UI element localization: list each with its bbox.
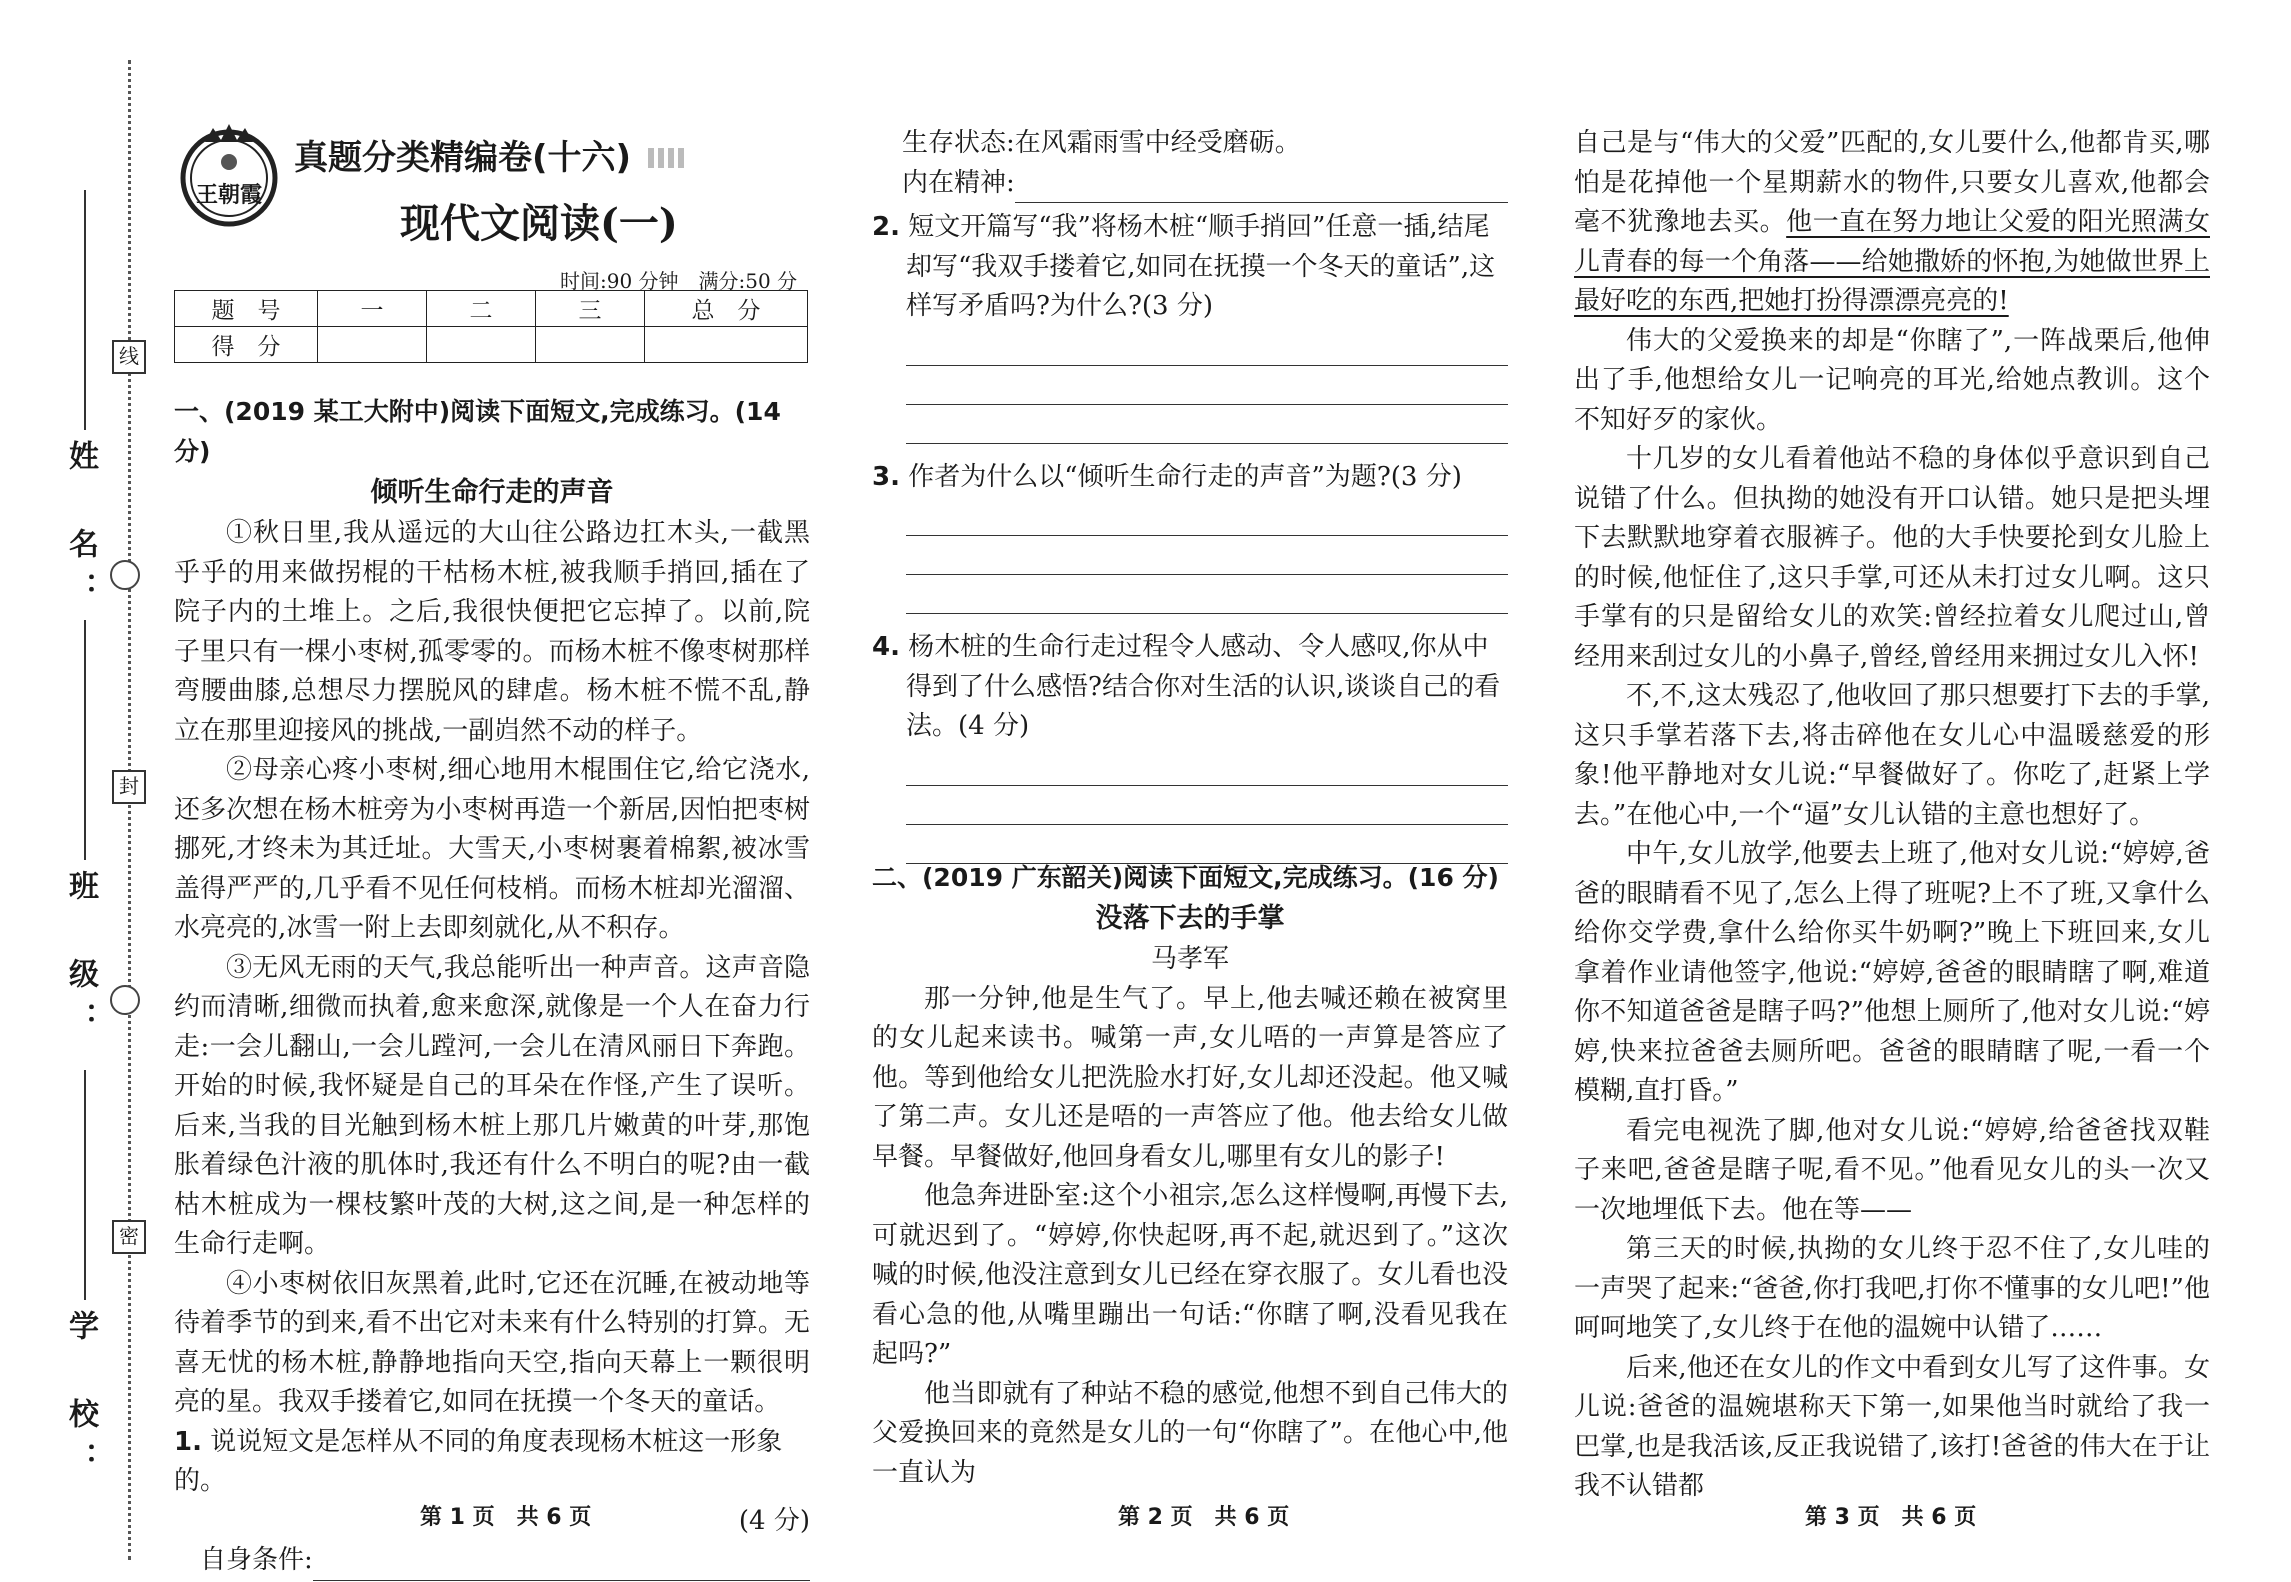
question-number: 3. (872, 461, 900, 492)
answer-lines (872, 327, 1508, 444)
section2-title: 没落下去的手掌 (1095, 903, 1285, 934)
score-header-cell: 二 (427, 291, 536, 327)
answer-line[interactable] (313, 1542, 810, 1581)
answer-line[interactable] (906, 536, 1508, 575)
section1-heading: 一、(2019 某工大附中)阅读下面短文,完成练习。(14 分) (174, 397, 781, 466)
score-cell[interactable] (427, 327, 536, 363)
time-info: 时间:90 分钟 满分:50 分 (560, 269, 798, 293)
question-text: 作者为什么以“倾听生命行走的声音”为题?(3 分) (908, 461, 1462, 492)
score-header-cell: 一 (318, 291, 427, 327)
paragraph: 看完电视洗了脚,他对女儿说:“婷婷,给爸爸找双鞋子来吧,爸爸是瞎子呢,看不见。”他看见女儿的头一次又一次地埋低下去。他在等—— (1574, 1115, 2210, 1225)
publisher-logo (175, 120, 283, 228)
answer-line[interactable] (1015, 164, 1508, 203)
fold-dotted-line (128, 60, 131, 1560)
class-input-line[interactable] (84, 620, 86, 860)
score-row-label: 得 分 (175, 327, 318, 363)
name-label: 姓 名： (63, 440, 98, 616)
question-number: 1. (174, 1426, 202, 1457)
answer-line[interactable] (906, 327, 1508, 366)
question-2 (872, 208, 1508, 327)
question-text: 杨木桩的生命行走过程令人感动、令人感叹,你从中得到了什么感悟?结合你对生活的认识,谈谈自己的看法。(4 分) (906, 632, 1501, 741)
paragraph: 不,不,这太残忍了,他收回了那只想要打下去的手掌,这只手掌若落下去,将击碎他在女儿心中温暖慈爱的形象!他平静地对女儿说:“早餐做好了。你吃了,赶紧上学去。”在他心中,一个“逼”女儿认错的主意也想好了。 (1574, 681, 2210, 830)
paragraph: 伟大的父爱换来的却是“你瞎了”,一阵战栗后,他伸出了手,他想给女儿一记响亮的耳光,给她点教训。这个不知好歹的家伙。 (1574, 325, 2210, 435)
page-footer: 第 2 页 共 6 页 (1118, 1505, 1290, 1530)
question-text: 说说短文是怎样从不同的角度表现杨木桩这一形象的。 (174, 1426, 783, 1496)
column2-body (902, 124, 1508, 203)
question-3 (872, 458, 1508, 498)
seal-mark-xian: 线 (112, 340, 146, 374)
class-label: 班 级： (63, 870, 98, 1046)
question-4 (872, 628, 1508, 747)
question-text: 短文开篇写“我”将杨木桩“顺手捎回”任意一插,结尾却写“我双手搂着它,如同在抚摸一个冬天的童话”,这样写矛盾吗?为什么?(3 分) (906, 212, 1496, 321)
answer-lines (872, 497, 1508, 614)
section2-heading: 二、(2019 广东韶关)阅读下面短文,完成练习。(16 分) (872, 863, 1499, 892)
score-cell[interactable] (536, 327, 645, 363)
section2-body (872, 858, 1508, 1493)
question-number: 4. (872, 632, 900, 662)
paragraph: 那一分钟,他是生气了。早上,他去喊还赖在被窝里的女儿起来读书。喊第一声,女儿唔的一声算是答应了他。等到他给女儿把洗脸水打好,女儿却还没起。他又喊了第二声。女儿还是唔的一声答应了他。他去给女儿做早餐。早餐做好,他回身看女儿,哪里有女儿的影子! (872, 983, 1508, 1172)
question-1 (174, 1423, 810, 1502)
answer-row (174, 1541, 810, 1581)
answer-line[interactable] (906, 786, 1508, 825)
binding-ring-icon (110, 985, 140, 1015)
school-label: 学 校： (63, 1310, 98, 1486)
name-input-line[interactable] (84, 190, 86, 430)
score-header-cell: 题 号 (175, 291, 318, 327)
logo-text: 王朝霞 (195, 182, 262, 208)
fill-line-2: 生存状态:在风霜雨雪中经受磨砺。 (902, 128, 1301, 158)
page-footer: 第 1 页 共 6 页 (420, 1505, 592, 1530)
answer-line[interactable] (906, 747, 1508, 786)
paragraph-continued (1574, 124, 2210, 322)
paragraph-text: 自己是与“伟大的父爱”匹配的,女儿要什么,他都肯买,哪怕是花掉他一个星期薪水的物件,只要女儿喜欢,他都会毫不犹豫地去买。 (1574, 128, 2210, 237)
score-cell[interactable] (645, 327, 808, 363)
section1-body (174, 392, 810, 1581)
page-footer: 第 3 页 共 6 页 (1805, 1505, 1977, 1530)
paragraph: 第三天的时候,执拗的女儿终于忍不住了,女儿哇的一声哭了起来:“爸爸,你打我吧,打你不懂事的女儿吧!”他呵呵地笑了,女儿终于在他的温婉中认错了…… (1574, 1234, 2210, 1343)
paragraph: 十几岁的女儿看着他站不稳的身体似乎意识到自己说错了什么。但执拗的她没有开口认错。她只是把头埋下去默默地穿着衣服裤子。他的大手快要抡到女儿脸上的时候,他怔住了,这只手掌,可还从未打过女儿啊。这只手掌有的只是留给女儿的欢笑:曾经拉着女儿爬过山,曾经用来刮过女儿的小鼻子,曾经,曾经用来拥过女儿入怀! (1574, 444, 2210, 672)
paragraph: 中午,女儿放学,他要去上班了,他对女儿说:“婷婷,爸爸的眼睛看不见了,怎么上得了班呢?上不了班,又拿什么给你交学费,拿什么给你买牛奶啊?”晚上下班回来,女儿拿着作业请他签字,他说:“婷婷,爸爸的眼睛瞎了啊,难道你不知道爸爸是瞎子吗?”他想上厕所了,他对女儿说:“婷婷,快来拉爸爸去厕所吧。爸爸的眼睛瞎了呢,一看一个模糊,直打昏。” (1574, 839, 2210, 1106)
answer-line[interactable] (906, 405, 1508, 444)
fill-label: 内在精神: (902, 167, 1015, 198)
paragraph: ③无风无雨的天气,我总能听出一种声音。这声音隐约而清晰,细微而执着,愈来愈深,就像是一个人在奋力行走:一会儿翻山,一会儿蹚河,一会儿在清风丽日下奔跑。开始的时候,我怀疑是自己的耳朵在作怪,产生了误听。后来,当我的目光触到杨木桩上那几片嫩黄的叶芽,那饱胀着绿色汁液的肌体时,我还有什么不明白的呢?由一截枯木桩成为一棵枝繁叶茂的大树,这之间,是一种怎样的生命行走啊。 (174, 952, 810, 1259)
paragraph: 后来,他还在女儿的作文中看到女儿写了这件事。女儿说:爸爸的温婉堪称天下第一,如果他当时就给了我一巴掌,也是我活该,反正我说错了,该打!爸爸的伟大在于让我不认错都 (1574, 1352, 2210, 1501)
question-score: (4 分) (738, 1505, 810, 1536)
fill-label: 自身条件: (200, 1545, 313, 1575)
paragraph: ②母亲心疼小枣树,细心地用木棍围住它,给它浇水,还多次想在杨木桩旁为小枣树再造一个新居,因怕把枣树挪死,才终未为其迁址。大雪天,小枣树裹着棉絮,被冰雪盖得严严的,几乎看不见任何枝梢。而杨木桩却光溜溜、水亮亮的,冰雪一附上去即刻就化,从不积存。 (174, 755, 810, 943)
section2-author: 马孝军 (1150, 944, 1229, 974)
questions-block (872, 208, 1508, 864)
score-cell[interactable] (318, 327, 427, 363)
answer-line[interactable] (906, 497, 1508, 536)
binding-margin (0, 0, 150, 1582)
binding-ring-icon (110, 560, 140, 590)
score-header-cell: 总 分 (645, 291, 808, 327)
answer-line[interactable] (906, 575, 1508, 614)
answer-row (902, 164, 1508, 204)
seal-mark-feng: 封 (112, 770, 146, 804)
paper-subtitle: 现代文阅读(一) (400, 200, 678, 247)
decorative-pattern (648, 148, 688, 168)
section1-title: 倾听生命行走的声音 (370, 477, 614, 508)
answer-lines (872, 747, 1508, 864)
crown-badge-icon (175, 120, 283, 228)
paper-title: 真题分类精编卷(十六) (294, 138, 632, 178)
paragraph: 他急奔进卧室:这个小祖宗,怎么这样慢啊,再慢下去,可就迟到了。“婷婷,你快起呀,再不起,就迟到了。”这次喊的时候,他没注意到女儿已经在穿衣服了。女儿看也没看心急的他,从嘴里蹦出一句话:“你瞎了啊,没看见我在起吗?” (872, 1181, 1508, 1369)
score-header-cell: 三 (536, 291, 645, 327)
seal-mark-mi: 密 (112, 1220, 146, 1254)
answer-line[interactable] (906, 366, 1508, 405)
underlined-sentence: 他一直在努力地让父爱的阳光照满女儿青春的每一个角落——给她撒娇的怀抱,为她做世界上最好吃的东西,把她打扮得漂漂亮亮的! (1574, 207, 2210, 316)
score-table (174, 290, 808, 363)
paragraph: 他当即就有了种站不稳的感觉,他想不到自己伟大的父爱换回来的竟然是女儿的一句“你瞎了”。在他心中,他一直认为 (872, 1378, 1508, 1488)
column3-body (1574, 124, 2210, 1507)
paragraph: ①秋日里,我从遥远的大山往公路边扛木头,一截黑乎乎的用来做拐棍的干枯杨木桩,被我顺手捎回,插在了院子内的土堆上。之后,我很快便把它忘掉了。以前,院子里只有一棵小枣树,孤零零的。而杨木桩不像枣树那样弯腰曲膝,总想尽力摆脱风的肆虐。杨木桩不慌不乱,静立在那里迎接风的挑战,一副岿然不动的样子。 (174, 518, 810, 746)
school-input-line[interactable] (84, 1070, 86, 1300)
question-number: 2. (872, 212, 900, 242)
paragraph: ④小枣树依旧灰黑着,此时,它还在沉睡,在被动地等待着季节的到来,看不出它对未来有什么特别的打算。无喜无忧的杨木桩,静静地指向天空,指向天幕上一颗很明亮的星。我双手搂着它,如同在抚摸一个冬天的童话。 (174, 1268, 810, 1417)
